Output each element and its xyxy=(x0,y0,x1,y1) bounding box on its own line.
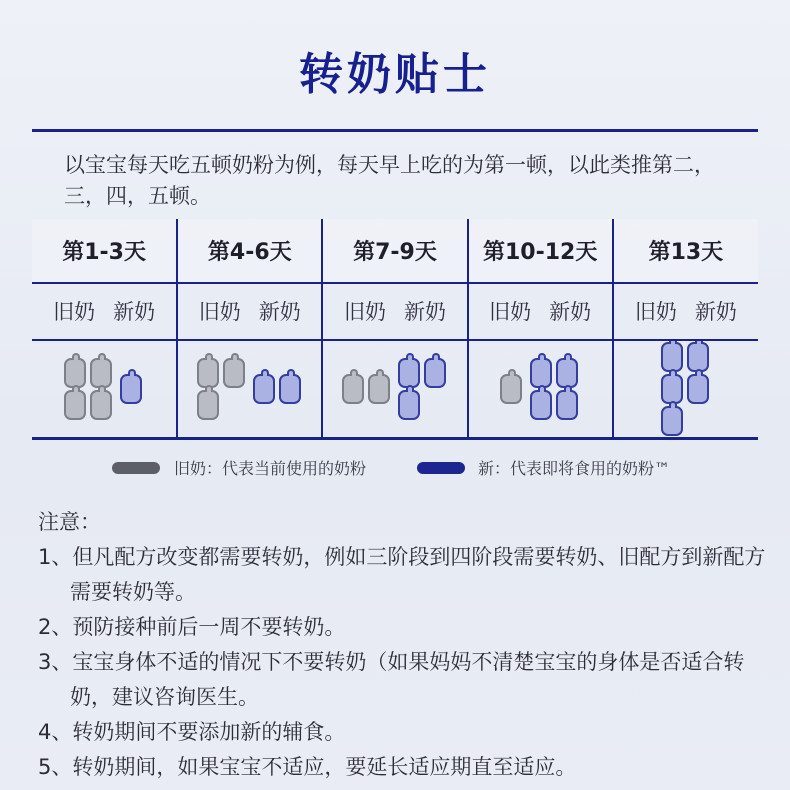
old-bottle-group xyxy=(197,358,247,420)
new-bottle-group xyxy=(661,342,711,436)
new-milk-bottle-icon xyxy=(530,390,552,420)
old-label: 旧奶 xyxy=(634,300,677,325)
bottle-cell xyxy=(468,340,613,439)
label-cell xyxy=(613,283,758,339)
old-milk-bottle-icon xyxy=(342,374,364,404)
col-header: 第13天 xyxy=(613,219,758,283)
new-milk-bottle-icon xyxy=(687,342,709,372)
schedule-table xyxy=(32,219,758,440)
note-item: 2、预防接种前后一周不要转奶。 xyxy=(38,615,346,639)
new-label: 新奶 xyxy=(694,300,737,325)
label-cell xyxy=(177,283,322,339)
bottle-cell xyxy=(613,340,758,439)
label-cell xyxy=(468,283,613,339)
col-header: 第4-6天 xyxy=(177,219,322,283)
new-label: 新奶 xyxy=(113,300,156,325)
old-bottle-group xyxy=(64,358,114,420)
bottle-group xyxy=(197,358,303,420)
new-milk-bottle-icon xyxy=(661,374,683,404)
new-milk-bottle-icon xyxy=(279,374,301,404)
schedule-bottle-row xyxy=(32,340,758,439)
new-milk-bottle-icon xyxy=(556,358,578,388)
note-item: 1、但凡配方改变都需要转奶，例如三阶段到四阶段需要转奶、旧配方到新配方需要转奶等。 xyxy=(38,545,766,604)
col-header: 第1-3天 xyxy=(32,219,177,283)
label-cell xyxy=(32,283,177,339)
label-cell xyxy=(322,283,467,339)
old-milk-bottle-icon xyxy=(90,358,112,388)
new-label: 新奶 xyxy=(549,300,592,325)
old-milk-bottle-icon xyxy=(197,390,219,420)
bottle-cell xyxy=(322,340,467,439)
old-bottle-group xyxy=(342,374,392,404)
old-milk-bottle-icon xyxy=(64,358,86,388)
new-milk-bottle-icon xyxy=(661,342,683,372)
old-milk-bottle-icon xyxy=(368,374,390,404)
legend xyxy=(0,456,790,480)
col-header: 第7-9天 xyxy=(322,219,467,283)
bottle-cell xyxy=(177,340,322,439)
notes-title: 注意： xyxy=(38,510,101,534)
bottle-cell xyxy=(32,340,177,439)
bottle-group xyxy=(342,358,448,420)
note-item: 4、转奶期间不要添加新的辅食。 xyxy=(38,720,346,744)
col-header: 第10-12天 xyxy=(468,219,613,283)
new-milk-bottle-icon xyxy=(398,358,420,388)
schedule-label-row xyxy=(32,283,758,339)
new-milk-bottle-icon xyxy=(556,390,578,420)
new-milk-swatch xyxy=(417,462,465,474)
old-milk-bottle-icon xyxy=(64,390,86,420)
new-milk-bottle-icon xyxy=(398,390,420,420)
old-milk-bottle-icon xyxy=(197,358,219,388)
new-milk-bottle-icon xyxy=(530,358,552,388)
old-bottle-group xyxy=(500,374,524,404)
bottle-group xyxy=(661,342,711,436)
old-label: 旧奶 xyxy=(343,300,386,325)
old-milk-bottle-icon xyxy=(500,374,522,404)
legend-old-text: 旧奶：代表当前使用的奶粉 xyxy=(174,459,367,478)
page-title: 转奶贴士 xyxy=(299,49,491,100)
legend-new-text: 新：代表即将食用的奶粉™ xyxy=(478,459,671,478)
new-milk-bottle-icon xyxy=(661,406,683,436)
old-milk-bottle-icon xyxy=(223,358,245,388)
old-milk-swatch xyxy=(112,462,160,474)
new-bottle-group xyxy=(120,374,144,404)
notes-list xyxy=(38,540,768,785)
old-label: 旧奶 xyxy=(198,300,241,325)
new-bottle-group xyxy=(253,374,303,404)
bottle-group xyxy=(500,358,580,420)
old-milk-bottle-icon xyxy=(90,390,112,420)
old-label: 旧奶 xyxy=(53,300,96,325)
new-milk-bottle-icon xyxy=(687,374,709,404)
new-label: 新奶 xyxy=(258,300,301,325)
intro-text: 以宝宝每天吃五顿奶粉为例，每天早上吃的为第一顿，以此类推第二，三，四，五顿。 xyxy=(64,153,715,208)
new-label: 新奶 xyxy=(403,300,446,325)
note-item: 3、宝宝身体不适的情况下不要转奶（如果妈妈不清楚宝宝的身体是否适合转奶，建议咨询医生。 xyxy=(38,650,745,709)
new-milk-bottle-icon xyxy=(253,374,275,404)
new-milk-bottle-icon xyxy=(120,374,142,404)
bottle-group xyxy=(64,358,144,420)
new-milk-bottle-icon xyxy=(424,358,446,388)
new-bottle-group xyxy=(530,358,580,420)
schedule-header-row xyxy=(32,219,758,283)
note-item: 5、转奶期间，如果宝宝不适应，要延长适应期直至适应。 xyxy=(38,755,577,779)
old-label: 旧奶 xyxy=(489,300,532,325)
new-bottle-group xyxy=(398,358,448,420)
